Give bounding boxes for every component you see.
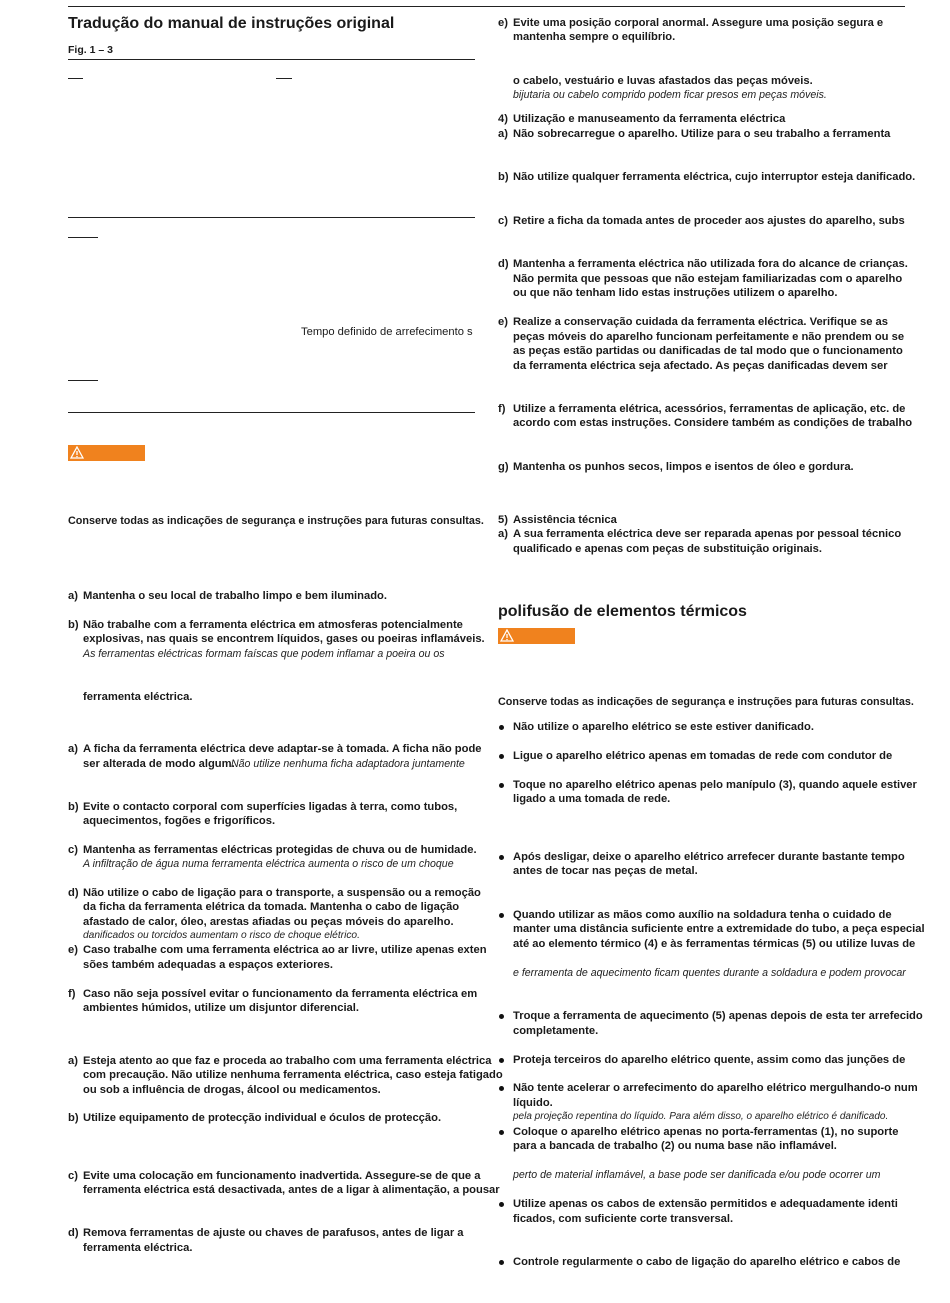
bullet-icon	[499, 913, 504, 918]
short-rule	[68, 78, 83, 79]
bullet-icon	[499, 1130, 504, 1135]
top-rule	[68, 6, 905, 7]
electrical-e-line2: sões também adequadas a espaços exteriores.	[83, 959, 333, 971]
electrical-c-note: A infiltração de água numa ferramenta eléctrica aumenta o risco de um choque	[83, 858, 454, 870]
item-letter: b)	[68, 619, 79, 631]
personal-d-line2: ferramenta eléctrica.	[83, 1242, 193, 1254]
clothing-line1: o cabelo, vestuário e luvas afastados das peças móveis.	[513, 75, 813, 87]
personal-b-line1: Utilize equipamento de protecção individual e óculos de protecção.	[83, 1112, 442, 1124]
electrical-f-line2: ambientes húmidos, utilize um disjuntor diferencial.	[83, 1002, 360, 1014]
personal-c-line2: ferramenta eléctrica está desactivada, antes de a ligar à alimentação, a pousar	[83, 1184, 500, 1196]
keep-instructions-note: Conserve todas as indicações de segurança e instruções para futuras consultas.	[498, 696, 914, 708]
item-letter: f)	[68, 988, 76, 1000]
bullet-icon	[499, 1058, 504, 1063]
tool-use-f-line1: Utilize a ferramenta elétrica, acessórios, ferramentas de aplicação, etc. de	[513, 403, 906, 415]
electrical-d-line1: Não utilize o cabo de ligação para o transporte, a suspensão ou a remoção	[83, 887, 481, 899]
keep-instructions-note: Conserve todas as indicações de segurança e instruções para futuras consultas.	[68, 515, 484, 527]
tool-use-d-line1: Mantenha a ferramenta eléctrica não utilizada fora do alcance de crianças.	[513, 258, 908, 270]
tool-use-d-line3: ou que não tenham lido estas instruções utilizem o aparelho.	[513, 287, 838, 299]
work-area-b-note: As ferramentas eléctricas formam faíscas que podem inflamar a poeira ou os	[83, 648, 445, 660]
bullet-1: Não utilize o aparelho elétrico se este estiver danificado.	[513, 721, 814, 733]
item-letter: a)	[498, 128, 508, 140]
electrical-d-line3: afastado de calor, óleo, arestas afiadas ou peças móveis do aparelho.	[83, 916, 454, 928]
item-letter: a)	[498, 528, 508, 540]
tool-use-a: Não sobrecarregue o aparelho. Utilize para o seu trabalho a ferramenta	[513, 128, 891, 140]
tool-use-e-line3: as peças estão partidas ou danificadas de tal modo que o funcionamento	[513, 345, 903, 357]
electrical-a-line1: A ficha da ferramenta eléctrica deve adaptar-se à tomada. A ficha não pode	[83, 743, 482, 755]
short-rule	[276, 78, 292, 79]
item-letter: c)	[68, 844, 78, 856]
posture-e-line1: Evite uma posição corporal anormal. Assegure uma posição segura e	[513, 17, 884, 29]
warning-triangle-icon	[70, 446, 84, 459]
bullet-icon	[499, 1202, 504, 1207]
tool-use-e-line2: peças móveis do aparelho funcionam perfeitamente e não prendem ou se	[513, 331, 905, 343]
clothing-note: bijutaria ou cabelo comprido podem ficar presos em peças móveis.	[513, 89, 827, 101]
short-rule	[68, 237, 98, 238]
electrical-d-line2: da ficha da ferramenta elétrica da tomada. Mantenha o cabo de ligação	[83, 901, 460, 913]
bullet-4-line1: Após desligar, deixe o aparelho elétrico arrefecer durante bastante tempo	[513, 851, 905, 863]
item-letter: f)	[498, 403, 506, 415]
item-letter: a)	[68, 1055, 78, 1067]
work-area-b-line2: explosivas, nas quais se encontrem líquidos, gases ou poeiras inflamáveis.	[83, 633, 485, 645]
electrical-d-note: danificados ou torcidos aumentam o risco de choque elétrico.	[83, 930, 360, 941]
bullet-3-line2: ligado a uma tomada de rede.	[513, 793, 671, 805]
section-4-heading: Utilização e manuseamento da ferramenta eléctrica	[513, 113, 786, 125]
item-letter: d)	[68, 887, 79, 899]
tool-use-c: Retire a ficha da tomada antes de proceder aos ajustes do aparelho, subs	[513, 215, 905, 227]
title-rule	[68, 59, 475, 60]
tool-use-e-line1: Realize a conservação cuidada da ferramenta eléctrica. Verifique se as	[513, 316, 888, 328]
warning-triangle-icon	[500, 629, 514, 642]
item-letter: e)	[498, 17, 508, 29]
section-4-number: 4)	[498, 113, 508, 125]
tool-use-f-line2: acordo com estas instruções. Considere também as condições de trabalho	[513, 417, 913, 429]
service-a-line1: A sua ferramenta eléctrica deve ser reparada apenas por pessoal técnico	[513, 528, 902, 540]
item-letter: d)	[68, 1227, 79, 1239]
warning-banner	[68, 445, 145, 461]
bullet-9-note: perto de material inflamável, a base pode ser danificada e/ou pode ocorrer um	[513, 1169, 881, 1181]
electrical-a-line2: ser alterada de modo algum.	[83, 758, 235, 770]
work-area-b-line4: ferramenta eléctrica.	[83, 691, 193, 703]
item-letter: b)	[68, 801, 79, 813]
bullet-icon	[499, 855, 504, 860]
item-letter: c)	[68, 1170, 78, 1182]
item-letter: d)	[498, 258, 509, 270]
item-letter: b)	[68, 1112, 79, 1124]
service-a-line2: qualificado e apenas com peças de substituição originais.	[513, 543, 822, 555]
bullet-icon	[499, 1260, 504, 1265]
section-5-heading: Assistência técnica	[513, 514, 617, 526]
tool-use-b: Não utilize qualquer ferramenta eléctrica, cujo interruptor esteja danificado.	[513, 171, 916, 183]
section-5-number: 5)	[498, 514, 508, 526]
electrical-c-line1: Mantenha as ferramentas eléctricas protegidas de chuva ou de humidade.	[83, 844, 477, 856]
tool-use-g: Mantenha os punhos secos, limpos e isentos de óleo e gordura.	[513, 461, 854, 473]
item-letter: g)	[498, 461, 509, 473]
bullet-5-line3: até ao elemento térmico (4) e às ferramentas térmicas (5) ou utilize luvas de	[513, 938, 916, 950]
posture-e-line2: mantenha sempre o equilíbrio.	[513, 31, 676, 43]
bullet-5-line2: manter uma distância suficiente entre a extremidade do tubo, a peça especial	[513, 923, 925, 935]
item-letter: a)	[68, 743, 78, 755]
section-rule	[68, 217, 475, 218]
personal-c-line1: Evite uma colocação em funcionamento inadvertida. Assegure-se de que a	[83, 1170, 481, 1182]
bullet-11: Controle regularmente o cabo de ligação do aparelho elétrico e cabos de	[513, 1256, 901, 1268]
cooling-time-label: Tempo definido de arrefecimento s	[301, 326, 473, 338]
bullet-4-line2: antes de tocar nas peças de metal.	[513, 865, 698, 877]
bullet-9-line2: para a bancada de trabalho (2) ou numa base não inflamável.	[513, 1140, 837, 1152]
bullet-6-line2: completamente.	[513, 1025, 599, 1037]
tool-use-d-line2: Não permita que pessoas que não estejam familiarizadas com o aparelho	[513, 273, 903, 285]
figure-reference: Fig. 1 – 3	[68, 44, 113, 56]
bullet-3-line1: Toque no aparelho elétrico apenas pelo manípulo (3), quando aquele estiver	[513, 779, 917, 791]
bullet-2: Ligue o aparelho elétrico apenas em tomadas de rede com condutor de	[513, 750, 893, 762]
bullet-8-line1: Não tente acelerar o arrefecimento do aparelho elétrico mergulhando-o num	[513, 1082, 918, 1094]
short-rule	[68, 380, 98, 381]
bullet-8-line2: líquido.	[513, 1097, 553, 1109]
work-area-a: Mantenha o seu local de trabalho limpo e bem iluminado.	[83, 590, 387, 602]
section-heading-polyfusion: polifusão de elementos térmicos	[498, 603, 747, 620]
electrical-a-note: Não utilize nenhuma ficha adaptadora juntamente	[231, 758, 465, 770]
bullet-icon	[499, 725, 504, 730]
electrical-f-line1: Caso não seja possível evitar o funcionamento da ferramenta eléctrica em	[83, 988, 478, 1000]
bullet-6-line1: Troque a ferramenta de aquecimento (5) apenas depois de esta ter arrefecido	[513, 1010, 923, 1022]
page-title: Tradução do manual de instruções original	[68, 15, 395, 32]
item-letter: b)	[498, 171, 509, 183]
bullet-icon	[499, 1086, 504, 1091]
bullet-icon	[499, 783, 504, 788]
bullet-10-line1: Utilize apenas os cabos de extensão permitidos e adequadamente identi	[513, 1198, 898, 1210]
personal-d-line1: Remova ferramentas de ajuste ou chaves de parafusos, antes de ligar a	[83, 1227, 464, 1239]
item-letter: a)	[68, 590, 78, 602]
warning-banner	[498, 628, 575, 644]
bullet-5-line1: Quando utilizar as mãos como auxílio na soldadura tenha o cuidado de	[513, 909, 892, 921]
work-area-b-line1: Não trabalhe com a ferramenta eléctrica em atmosferas potencialmente	[83, 619, 463, 631]
item-letter: c)	[498, 215, 508, 227]
bullet-7: Proteja terceiros do aparelho elétrico quente, assim como das junções de	[513, 1054, 906, 1066]
bullet-icon	[499, 754, 504, 759]
item-letter: e)	[68, 944, 78, 956]
bullet-9-line1: Coloque o aparelho elétrico apenas no porta-ferramentas (1), no suporte	[513, 1126, 899, 1138]
personal-a-line3: ou sob a influência de drogas, álcool ou medicamentos.	[83, 1084, 381, 1096]
bullet-icon	[499, 1014, 504, 1019]
electrical-b-line1: Evite o contacto corporal com superfícies ligadas à terra, como tubos,	[83, 801, 458, 813]
personal-a-line2: com precaução. Não utilize nenhuma ferramenta eléctrica, caso esteja fatigado	[83, 1069, 503, 1081]
bullet-5-note: e ferramenta de aquecimento ficam quentes durante a soldadura e podem provocar	[513, 967, 906, 979]
tool-use-e-line4: da ferramenta eléctrica seja afectado. As peças danificadas devem ser	[513, 360, 888, 372]
personal-a-line1: Esteja atento ao que faz e proceda ao trabalho com uma ferramenta eléctrica	[83, 1055, 492, 1067]
section-rule	[68, 412, 475, 413]
electrical-b-line2: aquecimentos, fogões e frigoríficos.	[83, 815, 276, 827]
bullet-10-line2: ficados, com suficiente corte transversal.	[513, 1213, 734, 1225]
electrical-e-line1: Caso trabalhe com uma ferramenta eléctrica ao ar livre, utilize apenas exten	[83, 944, 487, 956]
item-letter: e)	[498, 316, 508, 328]
bullet-8-note: pela projeção repentina do líquido. Para além disso, o aparelho elétrico é danificado.	[513, 1111, 889, 1122]
